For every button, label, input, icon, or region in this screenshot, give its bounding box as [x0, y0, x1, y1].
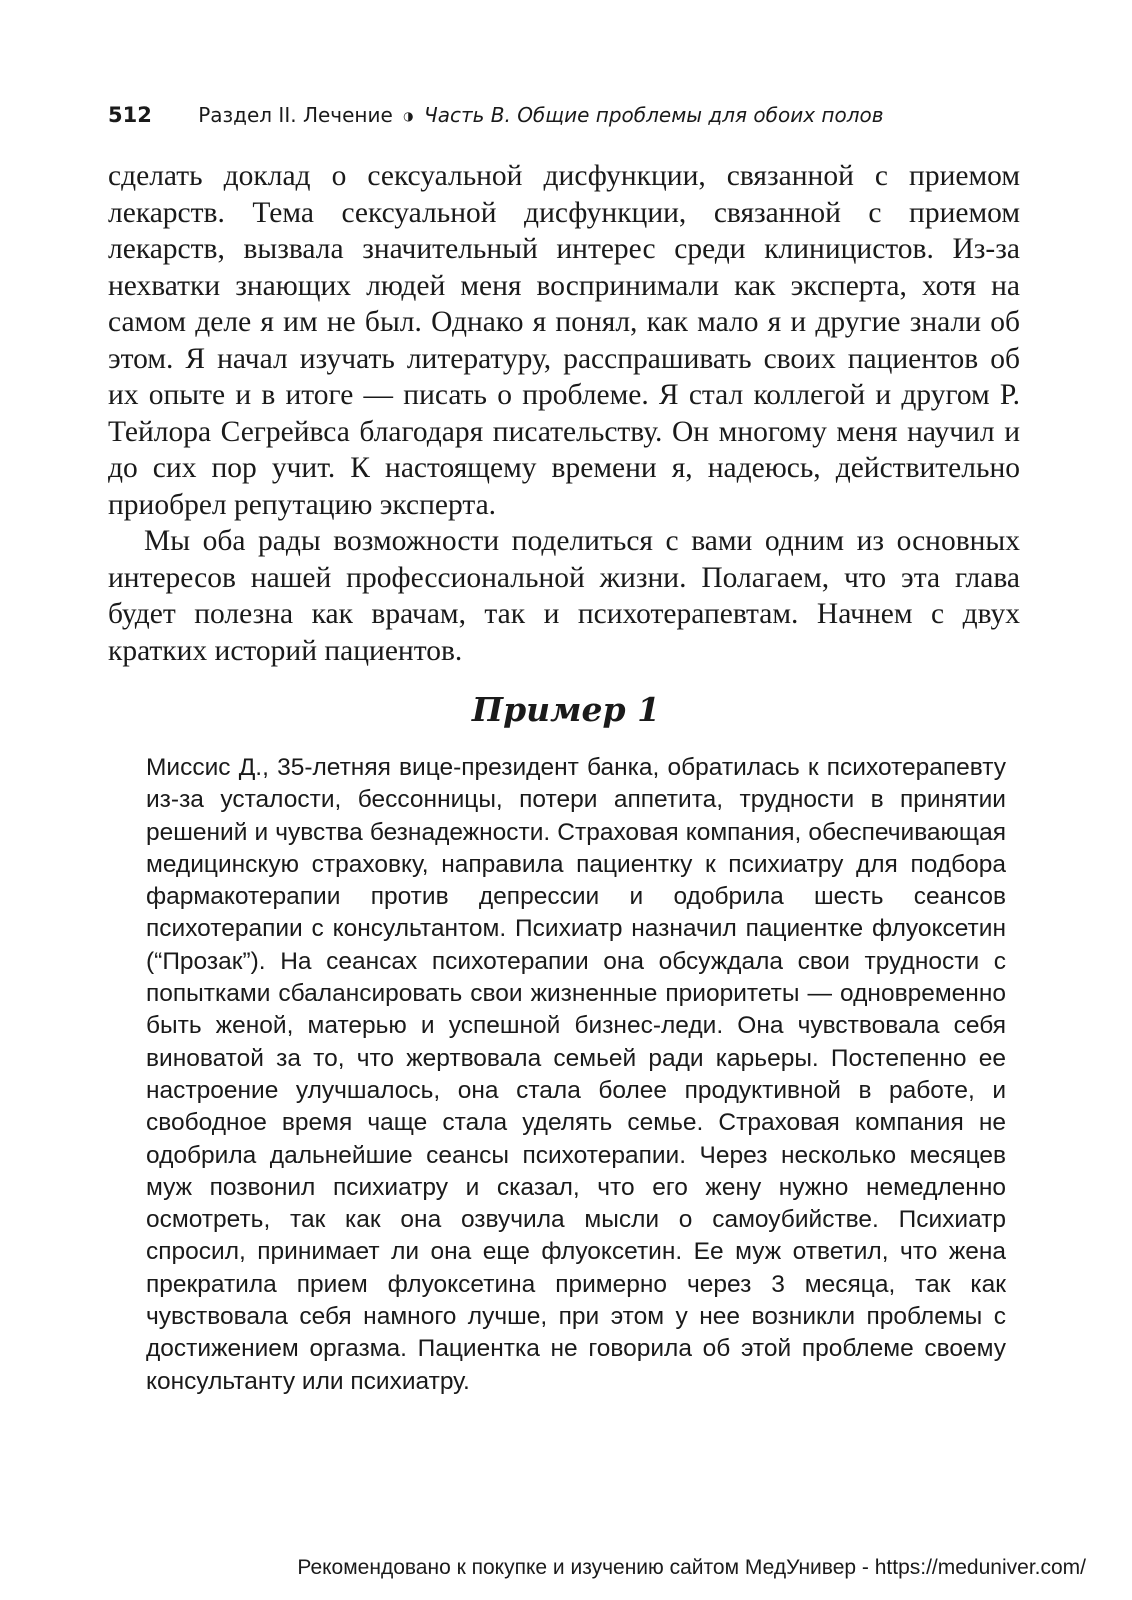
running-head: [108, 100, 1028, 131]
part-title: Часть В. Общие проблемы для обоих полов: [424, 103, 884, 127]
separator-icon: ◑: [403, 109, 414, 123]
footer-note: Рекомендовано к покупке и изучению сайтом МедУнивер - https://meduniver.com/: [297, 1556, 1086, 1579]
section-title: Раздел II. Лечение: [198, 103, 393, 127]
example-text: Миссис Д., 35-летняя вице-президент банка, обратилась к психотерапевту из-за усталости, бессонницы, потери аппетита, трудности в принятии решений и чувства безнадежности. Страховая компания, обеспечивающая медицинскую страховку, направила пациентку к психиатру для подбора фармакотерапии против депрессии и одобрила шесть сеансов психотерапии с консультантом. Психиатр назначил пациентке флуоксетин (“Прозак”). На сеансах психотерапии она обсуждала свои трудности с попытками сбалансировать свои жизненные приоритеты — одновременно быть женой, матерью и успешной бизнес-леди. Она чувствовала себя виноватой за то, что жертвовала семьей ради карьеры. Постепенно ее настроение улучшалось, она стала более продуктивной в работе, и свободное время чаще стала уделять семье. Страховая компания не одобрила дальнейшие сеансы психотерапии. Через несколько месяцев муж позвонил психиатру и сказал, что его жену нужно немедленно осмотреть, так как она озвучила мысли о самоубийстве. Психиатр спросил, принимает ли она еще флуоксетин. Ее муж ответил, что жена прекратила прием флуоксетина примерно через 3 месяца, так как чувствовала себя намного лучше, при этом у нее возникли проблемы с достижением оргазма. Пациентка не говорила об этой проблеме своему консультанту или психиатру.: [146, 754, 1006, 1395]
example-heading: Пример 1: [471, 690, 661, 729]
page-number: 512: [108, 103, 152, 127]
body-paragraph: сделать доклад о сексуальной дисфункции, связанной с приемом лекарств. Тема сексуальной дисфункции, связанной с приемом лекарств, вызвала значительный интерес среди клиницистов. Из-за нехватки знающих людей меня воспринимали как эксперта, хотя на самом деле я им не был. Однако я понял, как мало я и другие знали об этом. Я начал изучать литературу, расспрашивать своих пациентов об их опыте и в итоге — писать о проблеме. Я стал коллегой и другом Р. Тейлора Сегрейвса благодаря писательству. Он многому меня научил и до сих пор учит. К настоящему времени я, надеюсь, действительно приобрел репутацию эксперта.: [108, 160, 1020, 521]
body-text: [108, 158, 1020, 669]
body-paragraph: Мы оба рады возможности поделиться с вами одним из основных интересов нашей профессиональной жизни. Полагаем, что эта глава будет полезна как врачам, так и психотерапевтам. Начнем с двух кратких историй пациентов.: [108, 525, 1020, 667]
